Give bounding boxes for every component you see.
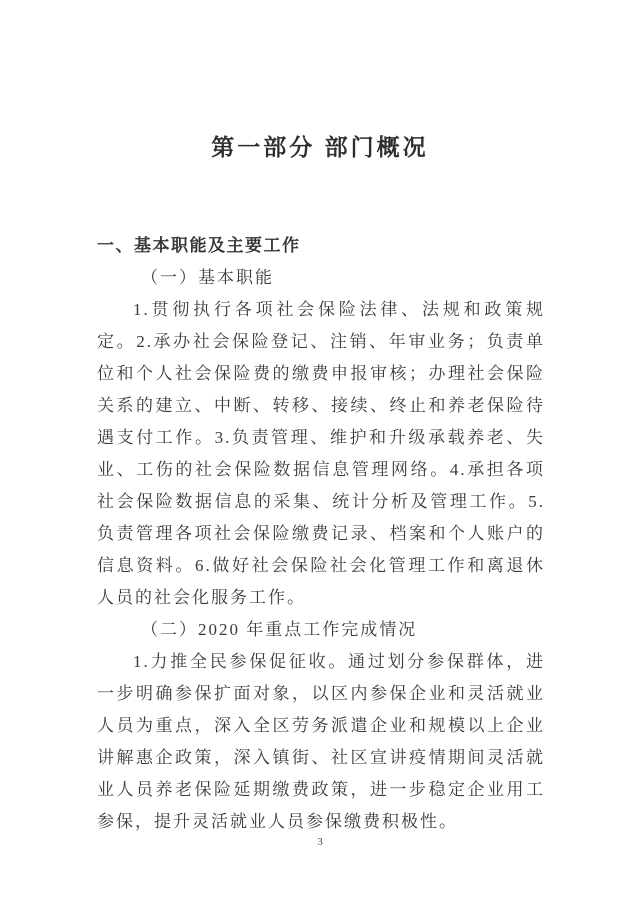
- page-number: 3: [317, 836, 323, 848]
- page-title: 第一部分 部门概况: [211, 134, 429, 160]
- paragraph-2020-key-work: 1.力推全民参保促征收。通过划分参保群体，进一步明确参保扩面对象，以区内参保企业和灵活就业人员为重点，深入全区劳务派遣企业和规模以上企业讲解惠企政策，深入镇街、社区宣讲疫情期间灵活就业人员养老保险延期缴费政策，进一步稳定企业用工参保，提升灵活就业人员参保缴费积极性。: [97, 652, 545, 831]
- subsection-heading-basic-functions: （一）基本职能: [141, 268, 274, 287]
- document-body: [97, 229, 545, 838]
- subsection-heading-2020-key-work: （二）2020 年重点工作完成情况: [141, 620, 418, 639]
- paragraph-basic-functions: 1.贯彻执行各项社会保险法律、法规和政策规定。2.承办社会保险登记、注销、年审业务；负责单位和个人社会保险费的缴费申报审核；办理社会保险关系的建立、中断、转移、接续、终止和养老保险待遇支付工作。3.负责管理、维护和升级承载养老、失业、工伤的社会保险数据信息管理网络。4.承担各项社会保险数据信息的采集、统计分析及管理工作。5.负责管理各项社会保险缴费记录、档案和个人账户的信息资料。6.做好社会保险社会化管理工作和离退休人员的社会化服务工作。: [97, 300, 545, 607]
- section-heading-basic-functions-and-main-work: 一、基本职能及主要工作: [97, 236, 301, 255]
